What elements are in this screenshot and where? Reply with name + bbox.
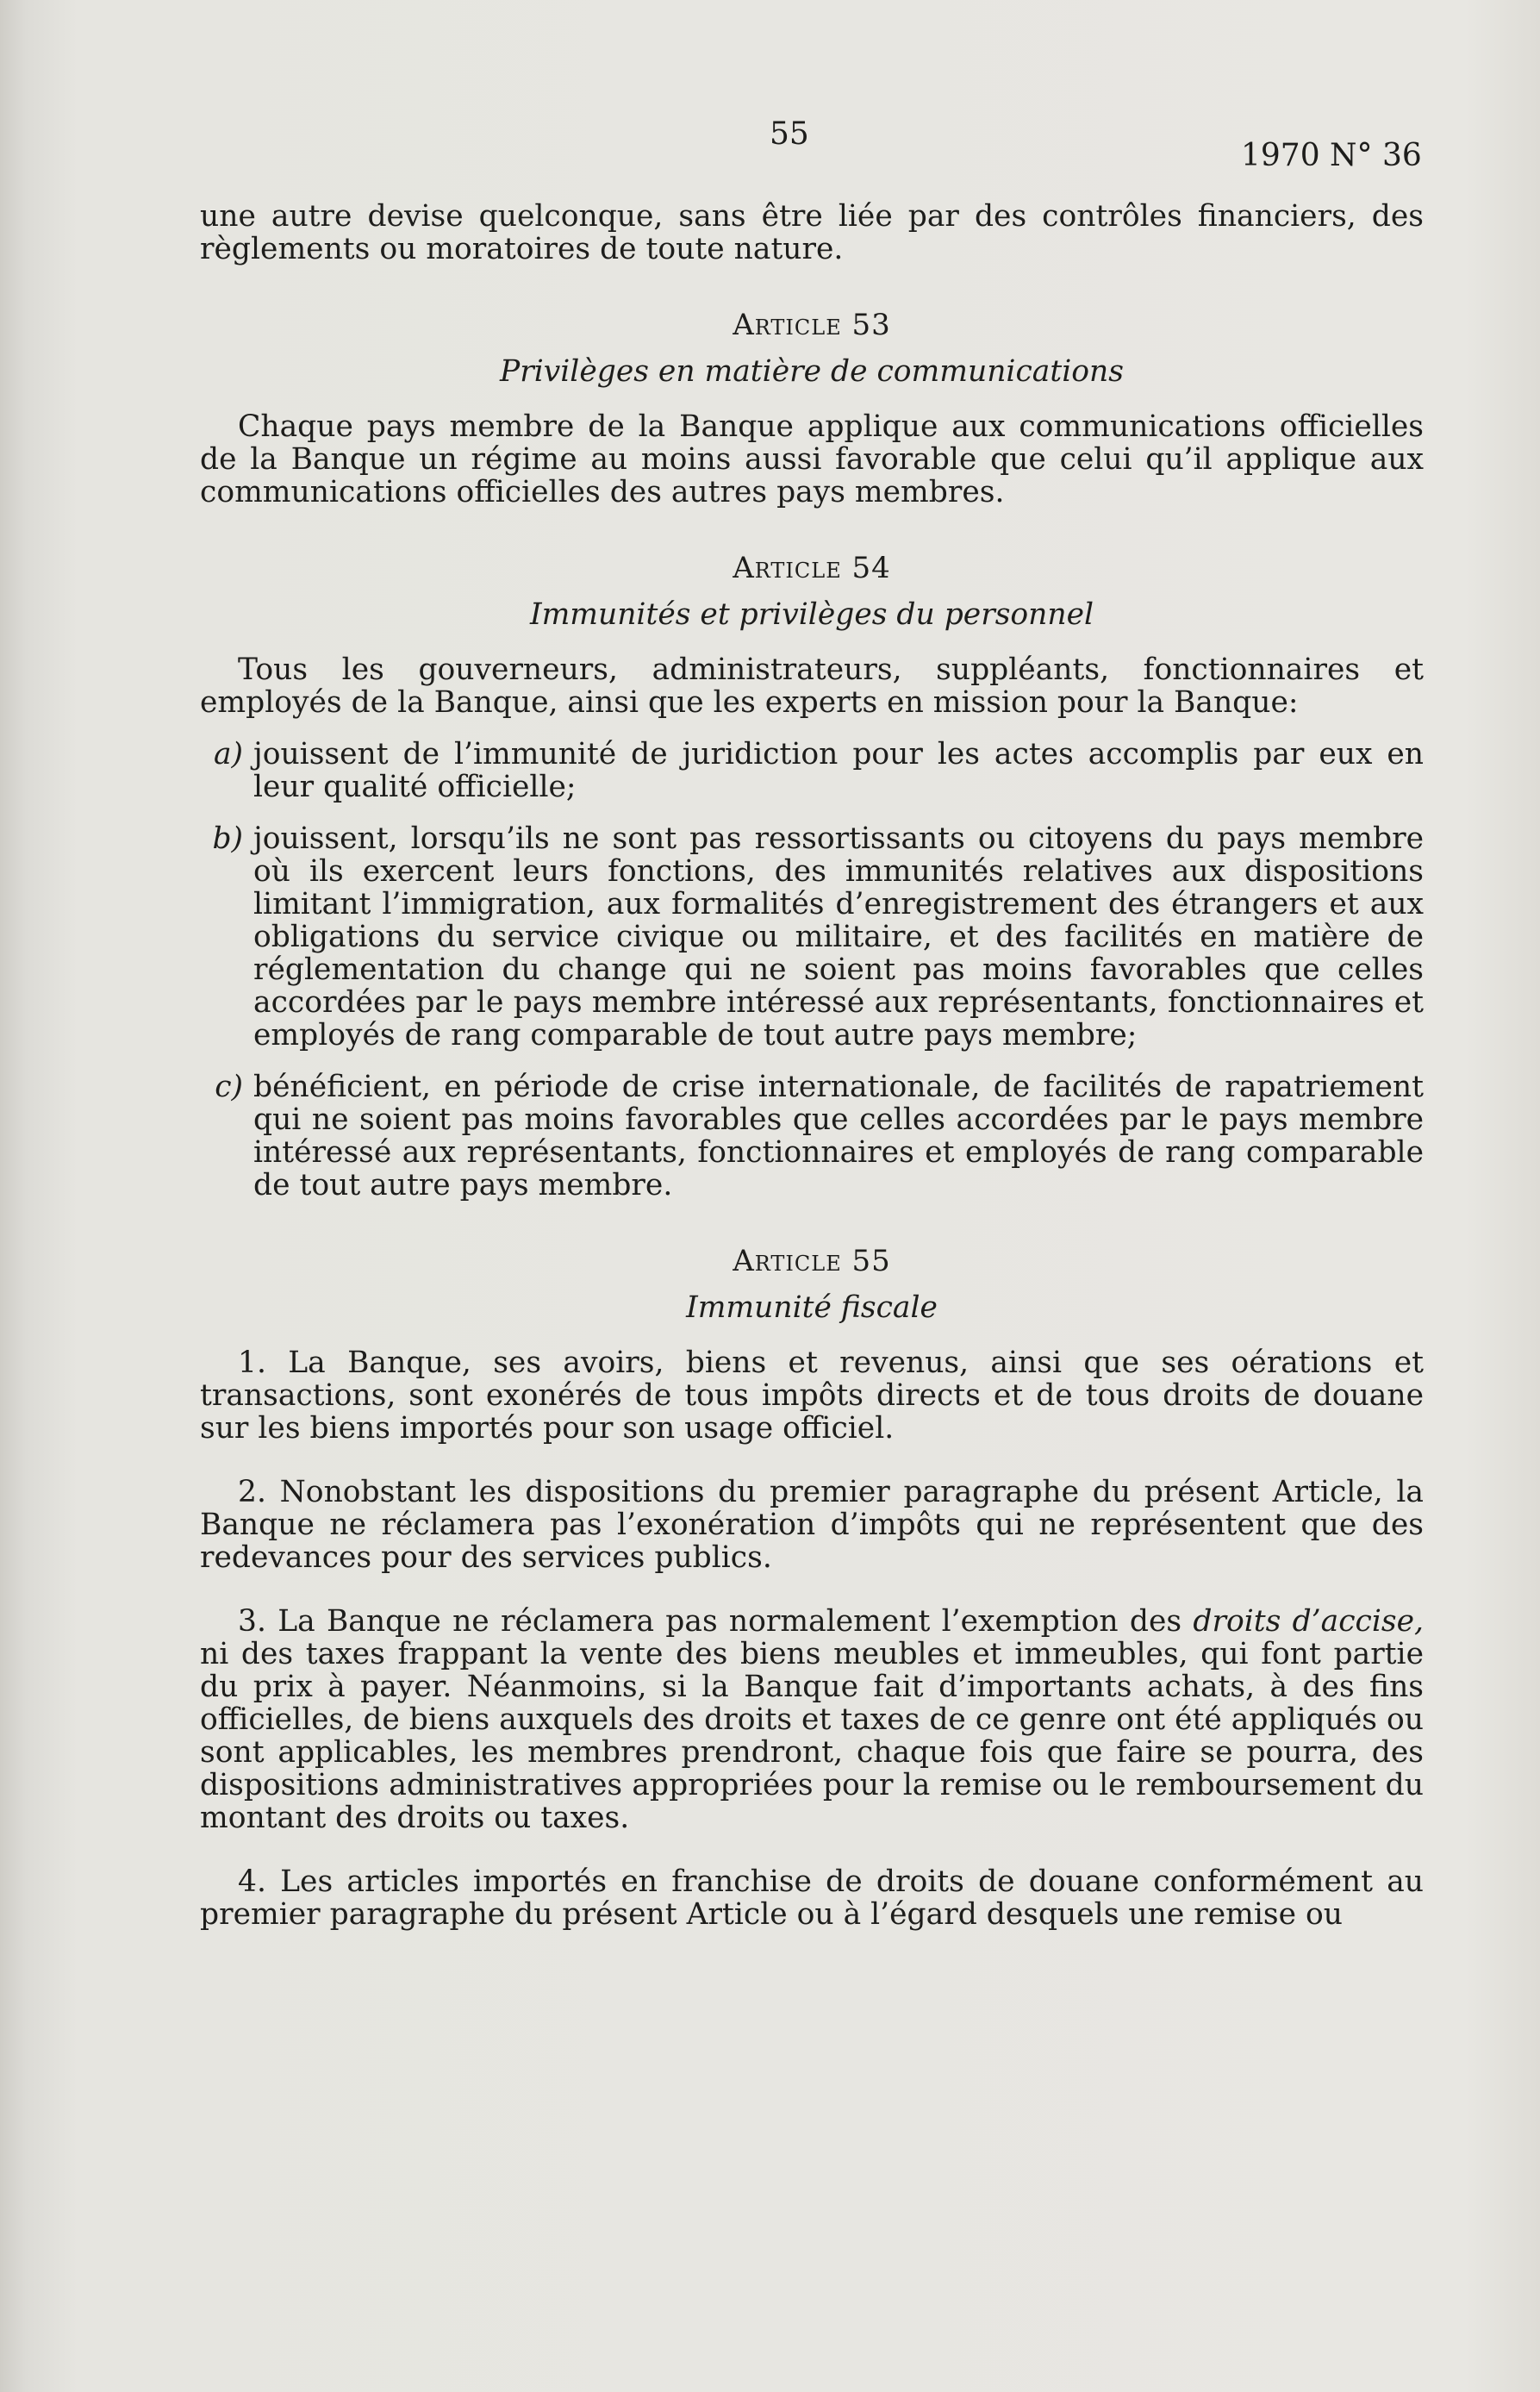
issue-reference: 1970 N° 36 (1241, 138, 1422, 173)
article-54-title: Immunités et privilèges du personnel (529, 597, 1094, 632)
article-53-title: Privilèges en matière de communications (500, 354, 1124, 389)
article-54-heading: Article 54 (733, 551, 891, 585)
document-body (200, 200, 1424, 1931)
article-54 (200, 552, 1424, 1202)
article-55-paragraph-1: 1. La Banque, ses avoirs, biens et revenus, ainsi que ses oérations et transactions, sont exonérés de tous impôts directs et de tous droits de douane sur les biens importés pour son usage officiel. (200, 1346, 1424, 1446)
list-item (200, 1071, 1424, 1202)
article-55-paragraph-3 (200, 1605, 1424, 1834)
item-text: jouissent, lorsqu’ils ne sont pas ressortissants ou citoyens du pays membre où ils exercent leurs fonctions, des immunités relatives aux dispositions limitant l’immigration, aux formalités d’enregistrement des étrangers et aux obligations du service civique ou militaire, et des facilités en matière de réglementation du change qui ne soient pas moins favorables que celles accordées par le pays membre intéressé aux représentants, fonctionnaires et employés de rang comparable de tout autre pays membre; (253, 821, 1424, 1052)
article-55-heading: Article 55 (733, 1244, 891, 1278)
item-label: c) (215, 1070, 243, 1104)
paragraph-3-start: 3. La Banque ne réclamera pas normalement l’exemption des (238, 1604, 1194, 1639)
article-53-heading: Article 53 (733, 308, 891, 342)
article-55-title: Immunité fiscale (686, 1290, 938, 1325)
intro-continuation: une autre devise quelconque, sans être liée par des contrôles financiers, des règlements ou moratoires de toute nature. (200, 199, 1424, 266)
article-55-paragraph-4: 4. Les articles importés en franchise de droits de douane conformément au premier paragraphe du présent Article ou à l’égard desquels une remise ou (200, 1864, 1424, 1932)
item-text: jouissent de l’immunité de juridiction pour les actes accomplis par eux en leur qualité officielle; (253, 737, 1424, 804)
list-item (200, 738, 1424, 803)
item-label: b) (212, 821, 243, 856)
list-item (200, 822, 1424, 1052)
item-text: bénéficient, en période de crise internationale, de facilités de rapatriement qui ne soient pas moins favorables que celles accordées par le pays membre intéressé aux représentants, fonctionnaires et employés de rang comparable de tout autre pays membre. (253, 1070, 1424, 1202)
page-number: 55 (770, 116, 809, 152)
article-55 (200, 1245, 1424, 1931)
article-53-paragraph: Chaque pays membre de la Banque applique aux communications officielles de la Banque un régime au moins aussi favorable que celui qu’il applique aux communications officielles des autres pays membres. (200, 409, 1424, 509)
article-54-intro: Tous les gouverneurs, administrateurs, suppléants, fonctionnaires et employés de la Banque, ainsi que les experts en mission pour la Banque: (200, 653, 1424, 720)
paragraph-3-end: ni des taxes frappant la vente des biens meubles et immeubles, qui font partie du prix à payer. Néanmoins, si la Banque fait d’importants achats, à des fins officielles, de biens auxquels des droits et taxes de ce genre ont été appliqués ou sont applicables, les membres prendront, chaque fois que faire se pourra, des dispositions administratives appropriées pour la remise ou le remboursement du montant des droits ou taxes. (200, 1637, 1424, 1835)
article-55-paragraph-2: 2. Nonobstant les dispositions du premier paragraphe du présent Article, la Banque ne réclamera pas l’exonération d’impôts qui ne représentent que des redevances pour des services publics. (200, 1475, 1424, 1575)
paragraph-3-italic: droits d’accise, (1193, 1604, 1425, 1639)
item-label: a) (213, 737, 243, 771)
article-53 (200, 309, 1424, 509)
